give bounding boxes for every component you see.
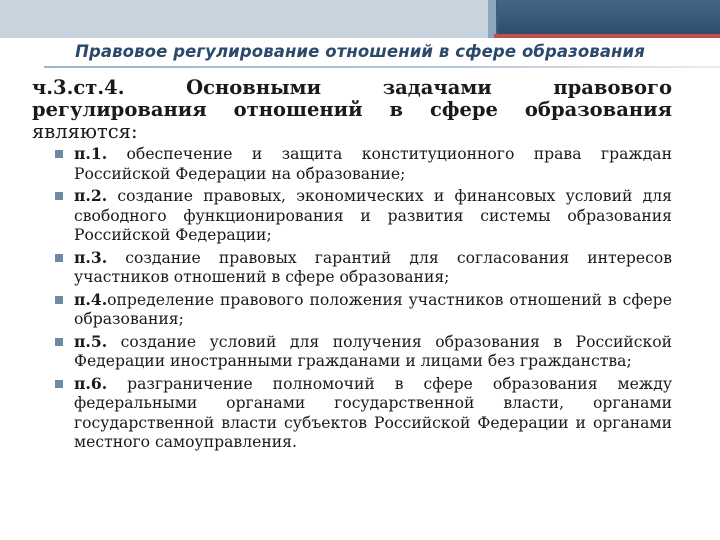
item-label: п.6. — [74, 373, 108, 393]
item-label: п.4. — [74, 289, 108, 309]
list-item — [52, 144, 672, 184]
list-item — [52, 332, 672, 372]
item-text: создание правовых гарантий для согласования интересов участников отношений в сфере образования; — [74, 248, 672, 286]
top-bar-dark-gradient — [498, 0, 720, 34]
item-label: п.2. — [74, 186, 108, 205]
tasks-list — [52, 144, 672, 455]
intro-bold-text: ч.3.ст.4. Основными задачами правового регулирования отношений в сфере образования — [32, 76, 672, 121]
top-decorative-bar — [0, 0, 720, 38]
list-item — [52, 374, 672, 453]
square-bullet-icon — [55, 150, 63, 158]
list-item — [52, 290, 672, 330]
list-item — [52, 186, 672, 246]
top-bar-red-line — [494, 34, 720, 38]
item-label: п.3. — [74, 247, 108, 267]
square-bullet-icon — [55, 380, 63, 388]
item-text: разграничение полномочий в сфере образования между федеральными органами государственной власти, органами государственной власти субъектов Российской Федерации и органами местного самоуправления. — [74, 374, 672, 451]
square-bullet-icon — [55, 296, 63, 304]
square-bullet-icon — [55, 254, 63, 262]
item-text: обеспечение и защита конституционного права граждан Российской Федерации на образование; — [74, 145, 672, 183]
item-text: создание условий для получения образования в Российской Федерации иностранными гражданами и лицами без гражданства; — [74, 332, 672, 370]
slide-title: Правовое регулирование отношений в сфере образования — [75, 42, 645, 61]
item-text: создание правовых, экономических и финансовых условий для свободного функционирования и развития системы образования Российской Федерации; — [74, 187, 672, 244]
list-item — [52, 248, 672, 288]
item-label: п.1. — [74, 144, 108, 163]
intro-normal-text: являются: — [32, 120, 138, 143]
top-bar-light-segment — [0, 0, 488, 38]
square-bullet-icon — [55, 338, 63, 346]
intro-paragraph — [32, 77, 672, 143]
title-underline — [44, 66, 720, 68]
top-bar-mid-segment — [488, 0, 496, 38]
item-label: п.5. — [74, 331, 108, 351]
item-text: определение правового положения участников отношений в сфере образования; — [74, 290, 672, 328]
square-bullet-icon — [55, 192, 63, 200]
